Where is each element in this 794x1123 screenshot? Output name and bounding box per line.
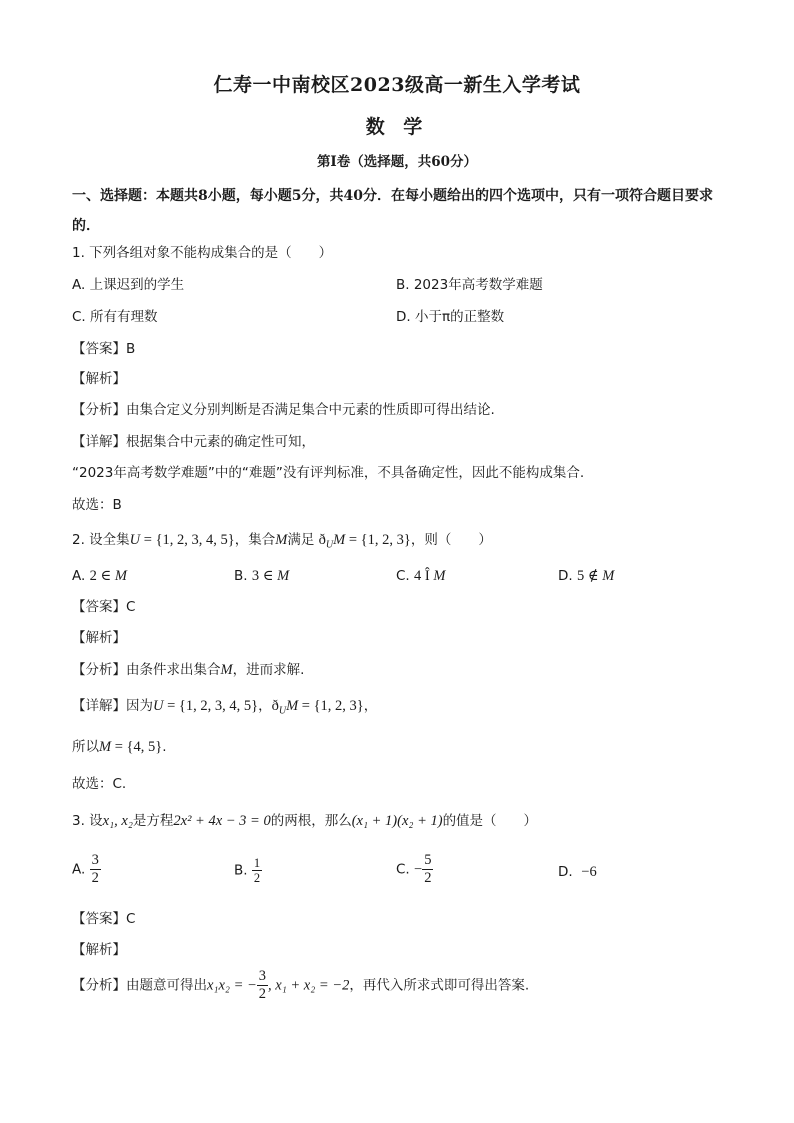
q2-option-b: [234, 566, 289, 586]
q1-option-c: C. 所有有理数: [72, 309, 158, 325]
q3-stem-prefix: 3. 设: [72, 813, 103, 829]
complement-symbol: ð: [271, 698, 279, 714]
q2-option-a: [72, 566, 127, 586]
denominator: 2: [253, 871, 261, 885]
fenxi-text: 由题意可得出: [126, 977, 207, 994]
q1-conclusion: 故选：B: [72, 497, 122, 513]
q3-stem: [72, 811, 537, 831]
comma: ，: [258, 698, 272, 714]
section-heading: 一、选择题：本题共8小题，每小题5分，共40分．在每小题给出的四个选项中，只有一项符合题目要求的．: [72, 188, 713, 234]
q2-fenxi: [72, 660, 304, 680]
equation: 2x² + 4x − 3 = 0: [173, 813, 271, 829]
fenxi-tag: 【分析】: [72, 662, 126, 678]
q2-conclusion: 故选：C.: [72, 776, 127, 792]
option-label: B.: [234, 862, 248, 879]
complement-subscript: U: [325, 539, 334, 551]
option-label: D.: [558, 864, 573, 880]
q2-stem: [72, 530, 492, 556]
q2-analysis-tag: 【解析】: [72, 630, 126, 646]
option-label: A.: [72, 861, 86, 878]
q3-option-d: [558, 862, 597, 882]
var-m: M: [99, 739, 112, 755]
q1-explanation: “2023年高考数学难题”中的“难题”没有评判标准，不具备确定性，因此不能构成集合.: [72, 465, 585, 481]
period: .: [162, 739, 167, 755]
q2-answer: [72, 597, 135, 617]
answer-value: C: [126, 599, 136, 615]
q3-stem-mid2: 的两根，那么: [270, 813, 352, 829]
q2-option-c: [396, 566, 445, 586]
q2-stem-mid2: 满足: [287, 532, 315, 548]
xiangjie-tag: 【详解】: [72, 698, 126, 714]
q3-fenxi: [72, 968, 529, 1003]
q2-xiangjie: [72, 696, 377, 722]
option-expr: 4 Î: [414, 568, 434, 584]
exam-title: 仁寿一中南校区2023级高一新生入学考试: [213, 74, 581, 96]
q3-option-c: [396, 852, 433, 887]
option-label: A.: [72, 568, 90, 584]
var-m: M: [602, 568, 615, 584]
fenxi-text: 由集合定义分别判断是否满足集合中元素的性质即可得出结论.: [126, 402, 495, 418]
answer-tag: 【答案】: [72, 341, 126, 357]
set-u: = {1, 2, 3, 4, 5}: [140, 532, 235, 548]
fenxi-text: 由条件求出集合: [126, 662, 221, 678]
option-label: B.: [234, 568, 252, 584]
q2-option-d: [558, 566, 614, 586]
xiangjie-tag: 【详解】: [72, 434, 126, 450]
answer-tag: 【答案】: [72, 911, 126, 927]
q1-answer: [72, 339, 135, 359]
var-m: M: [275, 532, 288, 548]
xiangjie-text: 根据集合中元素的确定性可知，: [126, 434, 315, 450]
fenxi-text-end: ，进而求解.: [232, 662, 305, 678]
fraction: [422, 852, 433, 887]
q1-xiangjie: [72, 432, 315, 452]
set-complement: = {1, 2, 3}: [298, 698, 364, 714]
var-roots: x₁, x₂: [102, 813, 133, 829]
option-expr: 3 ∈: [251, 568, 278, 584]
answer-tag: 【答案】: [72, 599, 126, 615]
var-m: M: [220, 662, 233, 678]
volume-heading: 第Ⅰ卷（选择题，共60分）: [316, 154, 478, 170]
q2-stem-prefix: 2. 设全集: [72, 532, 130, 548]
fenxi-tag: 【分析】: [72, 977, 126, 994]
fraction: [252, 856, 262, 885]
var-m: M: [286, 698, 299, 714]
q3-answer: [72, 909, 135, 929]
numerator: 3: [258, 968, 267, 984]
option-label: C.: [396, 568, 415, 584]
numerator: 5: [424, 852, 432, 868]
fenxi-tag: 【分析】: [72, 402, 126, 418]
set-m: = {4, 5}: [111, 739, 163, 755]
q3-stem-mid: 是方程: [132, 813, 174, 829]
sum-expression: , x₁ + x₂ = −2: [268, 977, 350, 994]
option-label: C.: [396, 861, 410, 878]
q2-stem-mid: ，集合: [234, 532, 276, 548]
set-complement: = {1, 2, 3}: [345, 532, 411, 548]
denominator: 2: [424, 870, 432, 886]
answer-value: C: [126, 911, 136, 927]
var-u: U: [129, 532, 141, 548]
complement-subscript: U: [278, 705, 287, 717]
complement-symbol: ð: [318, 532, 326, 548]
minus-sign: −: [414, 861, 423, 878]
var-m: M: [433, 568, 446, 584]
var-m: M: [114, 568, 127, 584]
q1-analysis-tag: 【解析】: [72, 371, 126, 387]
q1-option-b: B. 2023年高考数学难题: [396, 277, 543, 293]
subject-title: 数 学: [365, 116, 429, 138]
option-value: −6: [581, 864, 597, 880]
answer-value: B: [126, 341, 136, 357]
var-u: U: [153, 698, 164, 714]
option-label: D.: [558, 568, 577, 584]
fenxi-text-end: ，再代入所求式即可得出答案.: [349, 977, 530, 994]
var-m: M: [333, 532, 346, 548]
q1-option-a: A. 上课迟到的学生: [72, 277, 185, 293]
set-u: = {1, 2, 3, 4, 5}: [163, 698, 259, 714]
fraction: [257, 968, 268, 1003]
q1-fenxi: [72, 400, 495, 420]
q2-so: [72, 737, 167, 757]
q1-stem: 1. 下列各组对象不能构成集合的是（ ）: [72, 245, 333, 261]
q1-option-d: D. 小于π的正整数: [396, 309, 505, 325]
target-expression: (x₁ + 1)(x₂ + 1): [351, 813, 443, 829]
q3-option-b: [234, 856, 262, 885]
option-expr: 5 ∉: [576, 568, 603, 584]
denominator: 2: [91, 870, 99, 886]
product-expression: x₁x₂ = −: [207, 977, 257, 994]
q3-analysis-tag: 【解析】: [72, 942, 126, 958]
numerator: 1: [253, 856, 261, 870]
so-text: 所以: [72, 739, 99, 755]
numerator: 3: [91, 852, 99, 868]
fraction: [90, 852, 101, 887]
q3-stem-end: 的值是（ ）: [442, 813, 538, 829]
q3-option-a: [72, 852, 101, 887]
comma: ，: [363, 698, 378, 714]
denominator: 2: [258, 986, 267, 1002]
var-m: M: [277, 568, 290, 584]
q2-stem-end: ，则（ ）: [410, 532, 492, 548]
xiangjie-text: 因为: [126, 698, 153, 714]
option-expr: 2 ∈: [89, 568, 115, 584]
